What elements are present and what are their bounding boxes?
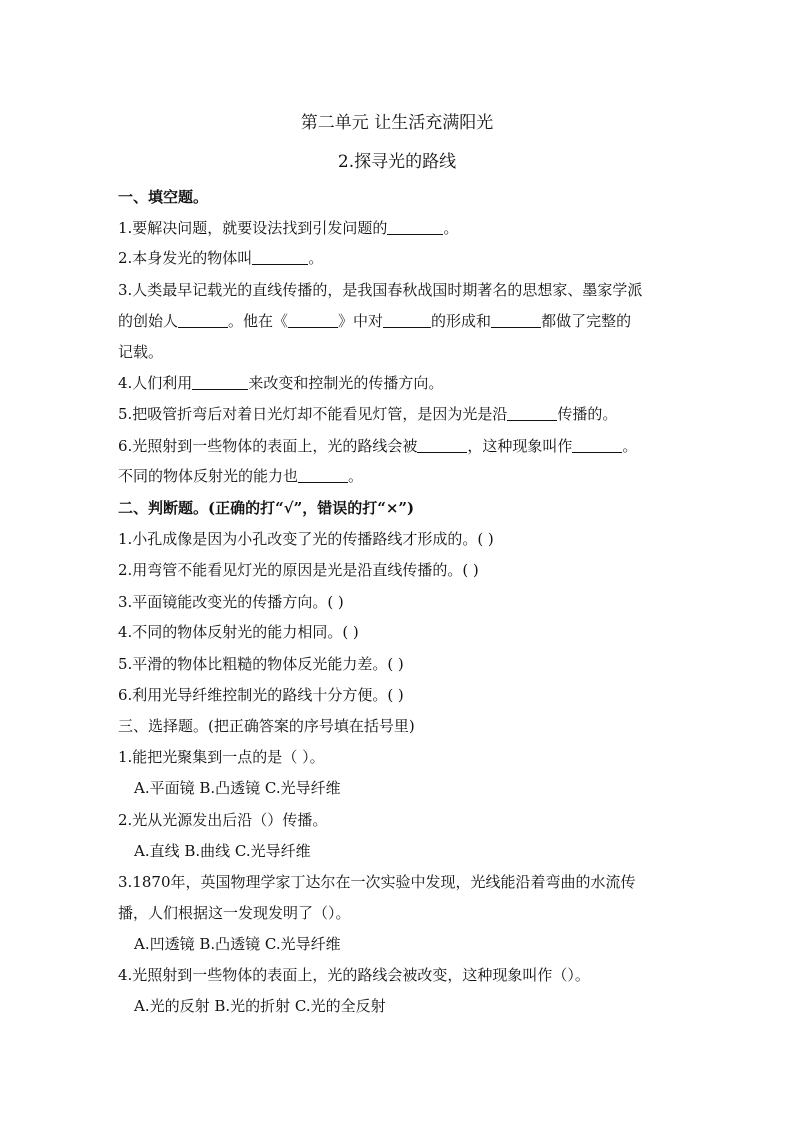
answer-blank[interactable] [507,405,557,421]
fill-question-3-line2 [118,311,631,331]
answer-blank[interactable] [387,219,443,235]
fill-q4-text-b: 来改变和控制光的传播方向。 [248,374,444,392]
fill-question-4 [118,373,443,393]
choice-question-4: 4.光照射到一些物体的表面上，光的路线会被改变，这种现象叫作（）。 [118,966,590,984]
answer-blank[interactable] [572,437,622,453]
section3-heading: 三、选择题。(把正确答案的序号填在括号里) [118,717,415,735]
fill-q1-text: 1.要解决问题，就要设法找到引发问题的 [118,219,388,237]
choice-options-4: A.光的反射 B.光的折射 C.光的全反射 [134,997,386,1015]
answer-blank[interactable] [383,312,431,328]
fill-q5-text-a: 5.把吸管折弯后对着日光灯却不能看见灯管，是因为光是沿 [118,405,508,423]
answer-blank[interactable] [491,312,541,328]
answer-blank[interactable] [178,312,228,328]
answer-blank[interactable] [288,312,338,328]
fill-q3-text-c: 》中对 [338,312,384,330]
fill-question-3-line1: 3.人类最早记载光的直线传播的，是我国春秋战国时期著名的思想家、墨家学派 [118,281,643,299]
fill-q3-text-e: 都做了完整的 [541,312,632,330]
choice-question-1: 1.能把光聚集到一点的是（ ）。 [118,748,325,766]
fill-q2-end: 。 [308,249,324,267]
fill-q3-text-d: 的形成和 [431,312,492,330]
fill-question-3-line3: 记载。 [118,343,164,361]
fill-question-1 [118,218,458,238]
fill-question-5 [118,404,617,424]
choice-options-2: A.直线 B.曲线 C.光导纤维 [134,842,311,860]
choice-question-3-line2: 播，人们根据这一发现发明了（）。 [118,904,351,922]
judge-item-5: 5.平滑的物体比粗糙的物体反光能力差。( ) [118,655,404,673]
fill-q2-text: 2.本身发光的物体叫 [118,249,253,267]
judge-item-2: 2.用弯管不能看见灯光的原因是光是沿直线传播的。( ) [118,561,479,579]
fill-q1-end: 。 [443,219,459,237]
section2-heading: 二、判断题。(正确的打“√”，错误的打“×”) [118,499,415,517]
fill-q6-text-c: 。 [622,437,638,455]
judge-item-1: 1.小孔成像是因为小孔改变了光的传播路线才形成的。( ) [118,530,494,548]
fill-question-2 [118,248,323,268]
judge-item-6: 6.利用光导纤维控制光的路线十分方便。( ) [118,686,404,704]
lesson-title: 2.探寻光的路线 [337,152,457,172]
fill-q6-text-d: 不同的物体反射光的能力也 [118,467,299,485]
fill-q3-text-a: 的创始人 [118,312,179,330]
judge-item-4: 4.不同的物体反射光的能力相同。( ) [118,623,359,641]
answer-blank[interactable] [192,374,248,390]
fill-q6-text-b: ，这种现象叫作 [467,437,573,455]
fill-q4-text-a: 4.人们利用 [118,374,193,392]
answer-blank[interactable] [298,467,348,483]
section1-heading: 一、填空题。 [118,188,209,206]
answer-blank[interactable] [252,249,308,265]
answer-blank[interactable] [417,437,467,453]
fill-q5-text-b: 传播的。 [557,405,618,423]
fill-q6-text-e: 。 [348,467,364,485]
judge-item-3: 3.平面镜能改变光的传播方向。( ) [118,593,344,611]
choice-question-3-line1: 3.1870年，英国物理学家丁达尔在一次实验中发现，光线能沿着弯曲的水流传 [118,873,636,891]
fill-q6-text-a: 6.光照射到一些物体的表面上，光的路线会被 [118,437,418,455]
choice-options-1: A.平面镜 B.凸透镜 C.光导纤维 [134,779,341,797]
fill-question-6-line1 [118,436,637,456]
unit-title: 第二单元 让生活充满阳光 [300,113,494,133]
choice-options-3: A.凹透镜 B.凸透镜 C.光导纤维 [134,935,341,953]
fill-question-6-line2 [118,466,363,486]
fill-q3-text-b: 。他在《 [228,312,289,330]
choice-question-2: 2.光从光源发出后沿（）传播。 [118,811,328,829]
